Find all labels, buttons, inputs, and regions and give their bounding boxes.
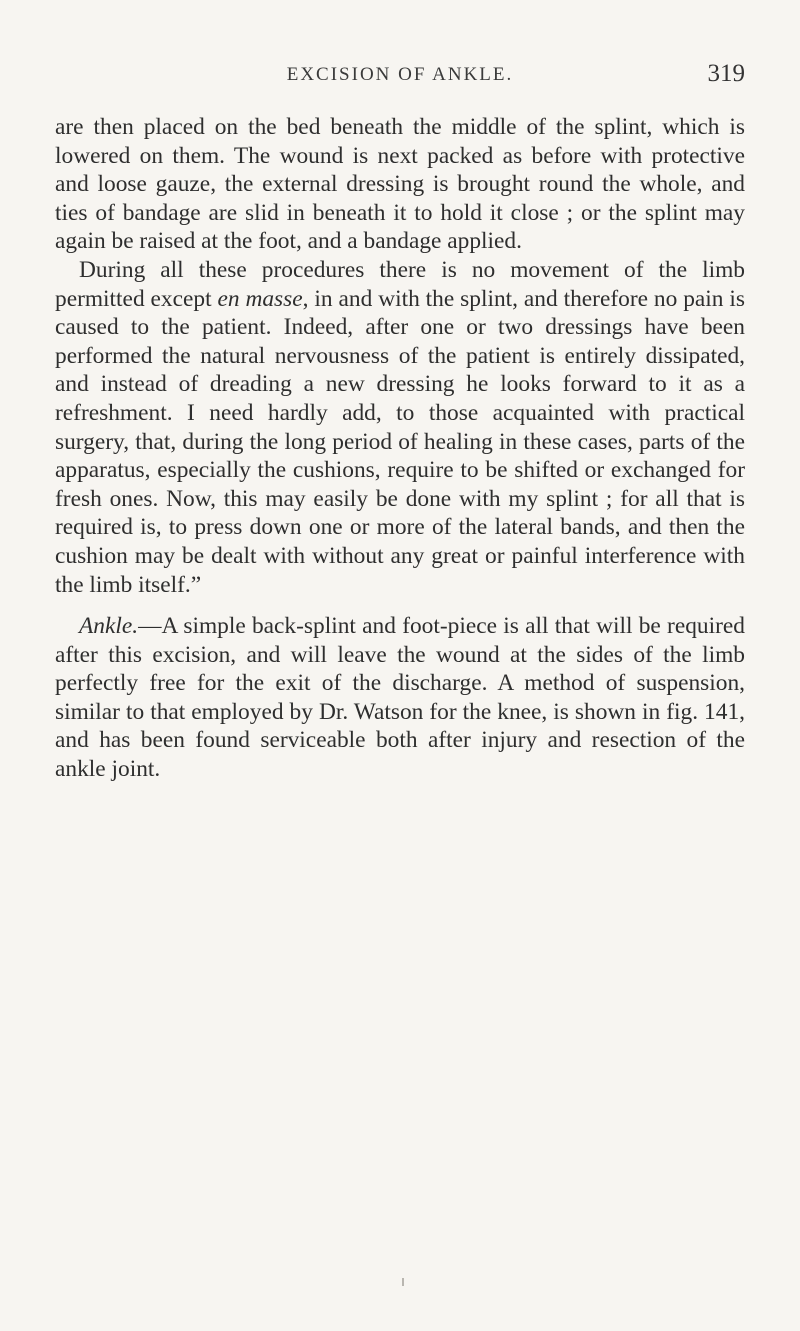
paragraph-ankle-text: —A simple back-splint and foot-piece is all that will be required after this excision, and will leave the wound at the sides of the limb perfectly free for the exit of the discharge. A method of suspension, similar to that employed by Dr. Watson for the knee, is shown in fig. 141, and has been found serviceable both after injury and resection of the ankle joint. xyxy=(55,613,745,783)
section-heading-ankle: Ankle. xyxy=(79,613,139,640)
body-text xyxy=(55,113,745,784)
page-number: 319 xyxy=(707,60,745,87)
running-head: EXCISION OF ANKLE. xyxy=(286,64,514,85)
paragraph-text-start: During all these procedures there is no movement of the limb permitted except xyxy=(55,256,745,312)
paragraph-ankle xyxy=(55,612,745,784)
paragraph-text-end: , in and with the splint, and therefore no pain is caused to the patient. Indeed, after one or two dressings have been performed the natural nervousness of the patient is entirely dissipated, and instead of dreading a new dressing he looks forward to it as a refreshment. I need hardly add, to those acquainted with practical surgery, that, during the long period of healing in these cases, parts of the apparatus, especially the cushions, require to be shifted or exchanged for fresh ones. Now, this may easily be done with my splint ; for all that is required is, to press down one or more of the lateral bands, and then the cushion may be dealt with without any great or painful interference with the limb itself.” xyxy=(55,285,745,598)
paragraph-procedures xyxy=(55,256,745,599)
paragraph-continuation: are then placed on the bed beneath the middle of the splint, which is lowered on them. The wound is next packed as before with protective and loose gauze, the external dressing is brought round the whole, and ties of bandage are slid in beneath it to hold it close ; or the splint may again be raised at the foot, and a bandage applied. xyxy=(55,114,745,255)
italic-phrase: en masse xyxy=(217,285,303,312)
page-header xyxy=(55,60,745,94)
print-speck xyxy=(402,1278,404,1286)
